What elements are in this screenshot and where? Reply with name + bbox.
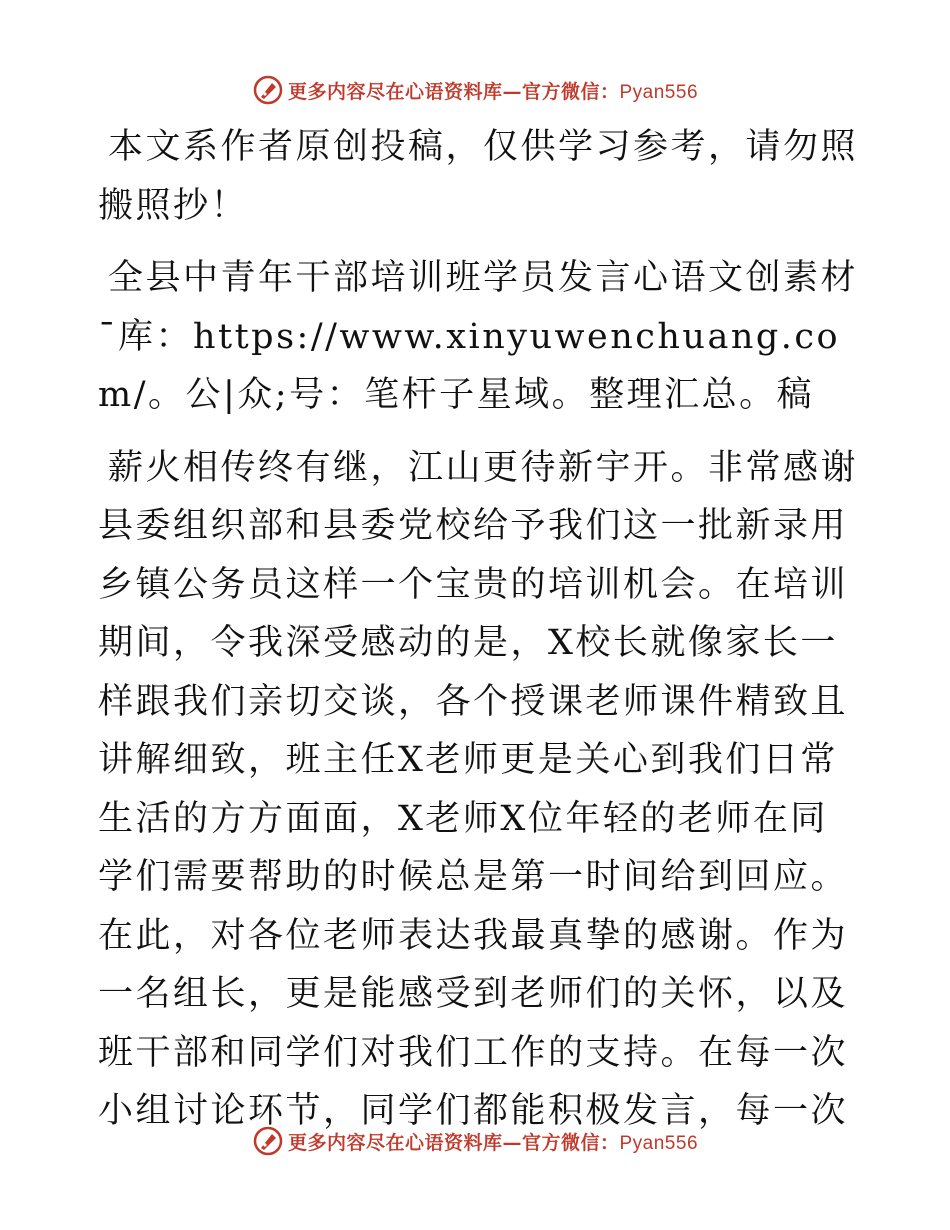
paragraph-notice: 本文系作者原创投稿，仅供学习参考，请勿照搬照抄！ <box>98 127 859 226</box>
banner-text: 更多内容尽在心语资料库—官方微信：Pyan556 <box>287 1131 699 1154</box>
document-body <box>98 118 858 1155</box>
footer-banner <box>0 1121 950 1161</box>
paragraph-source: 全县中青年干部培训班学员发言心语文创素材¯库：https://www.xinyuwenchuang.com/。公|众;号：笔杆子星域。整理汇总。稿 <box>98 258 859 415</box>
pen-nib-logo-icon <box>252 74 284 106</box>
wechat-id: Pyan556 <box>619 1132 699 1154</box>
paragraph-body: 薪火相传终有继，江山更待新宇开。非常感谢县委组织部和县委党校给予我们这一批新录用乡镇公务员这样一个宝贵的培训机会。在培训期间，令我深受感动的是，X校长就像家长一样跟我们亲切交谈，各个授课老师课件精致且讲解细致，班主任X老师更是关心到我们日常生活的方方面面，X老师X位年轻的老师在同学们需要帮助的时候总是第一时间给到回应。在此，对各位老师表达我最真挚的感谢。作为一名组长，更是能感受到老师们的关怀，以及班干部和同学们对我们工作的支持。在每一次小组讨论环节，同学们都能积极发言，每一次 <box>98 447 859 1131</box>
pen-nib-logo-icon <box>252 1125 284 1157</box>
header-banner <box>0 70 950 110</box>
wechat-id: Pyan556 <box>619 81 699 103</box>
banner-text: 更多内容尽在心语资料库—官方微信：Pyan556 <box>287 80 699 103</box>
